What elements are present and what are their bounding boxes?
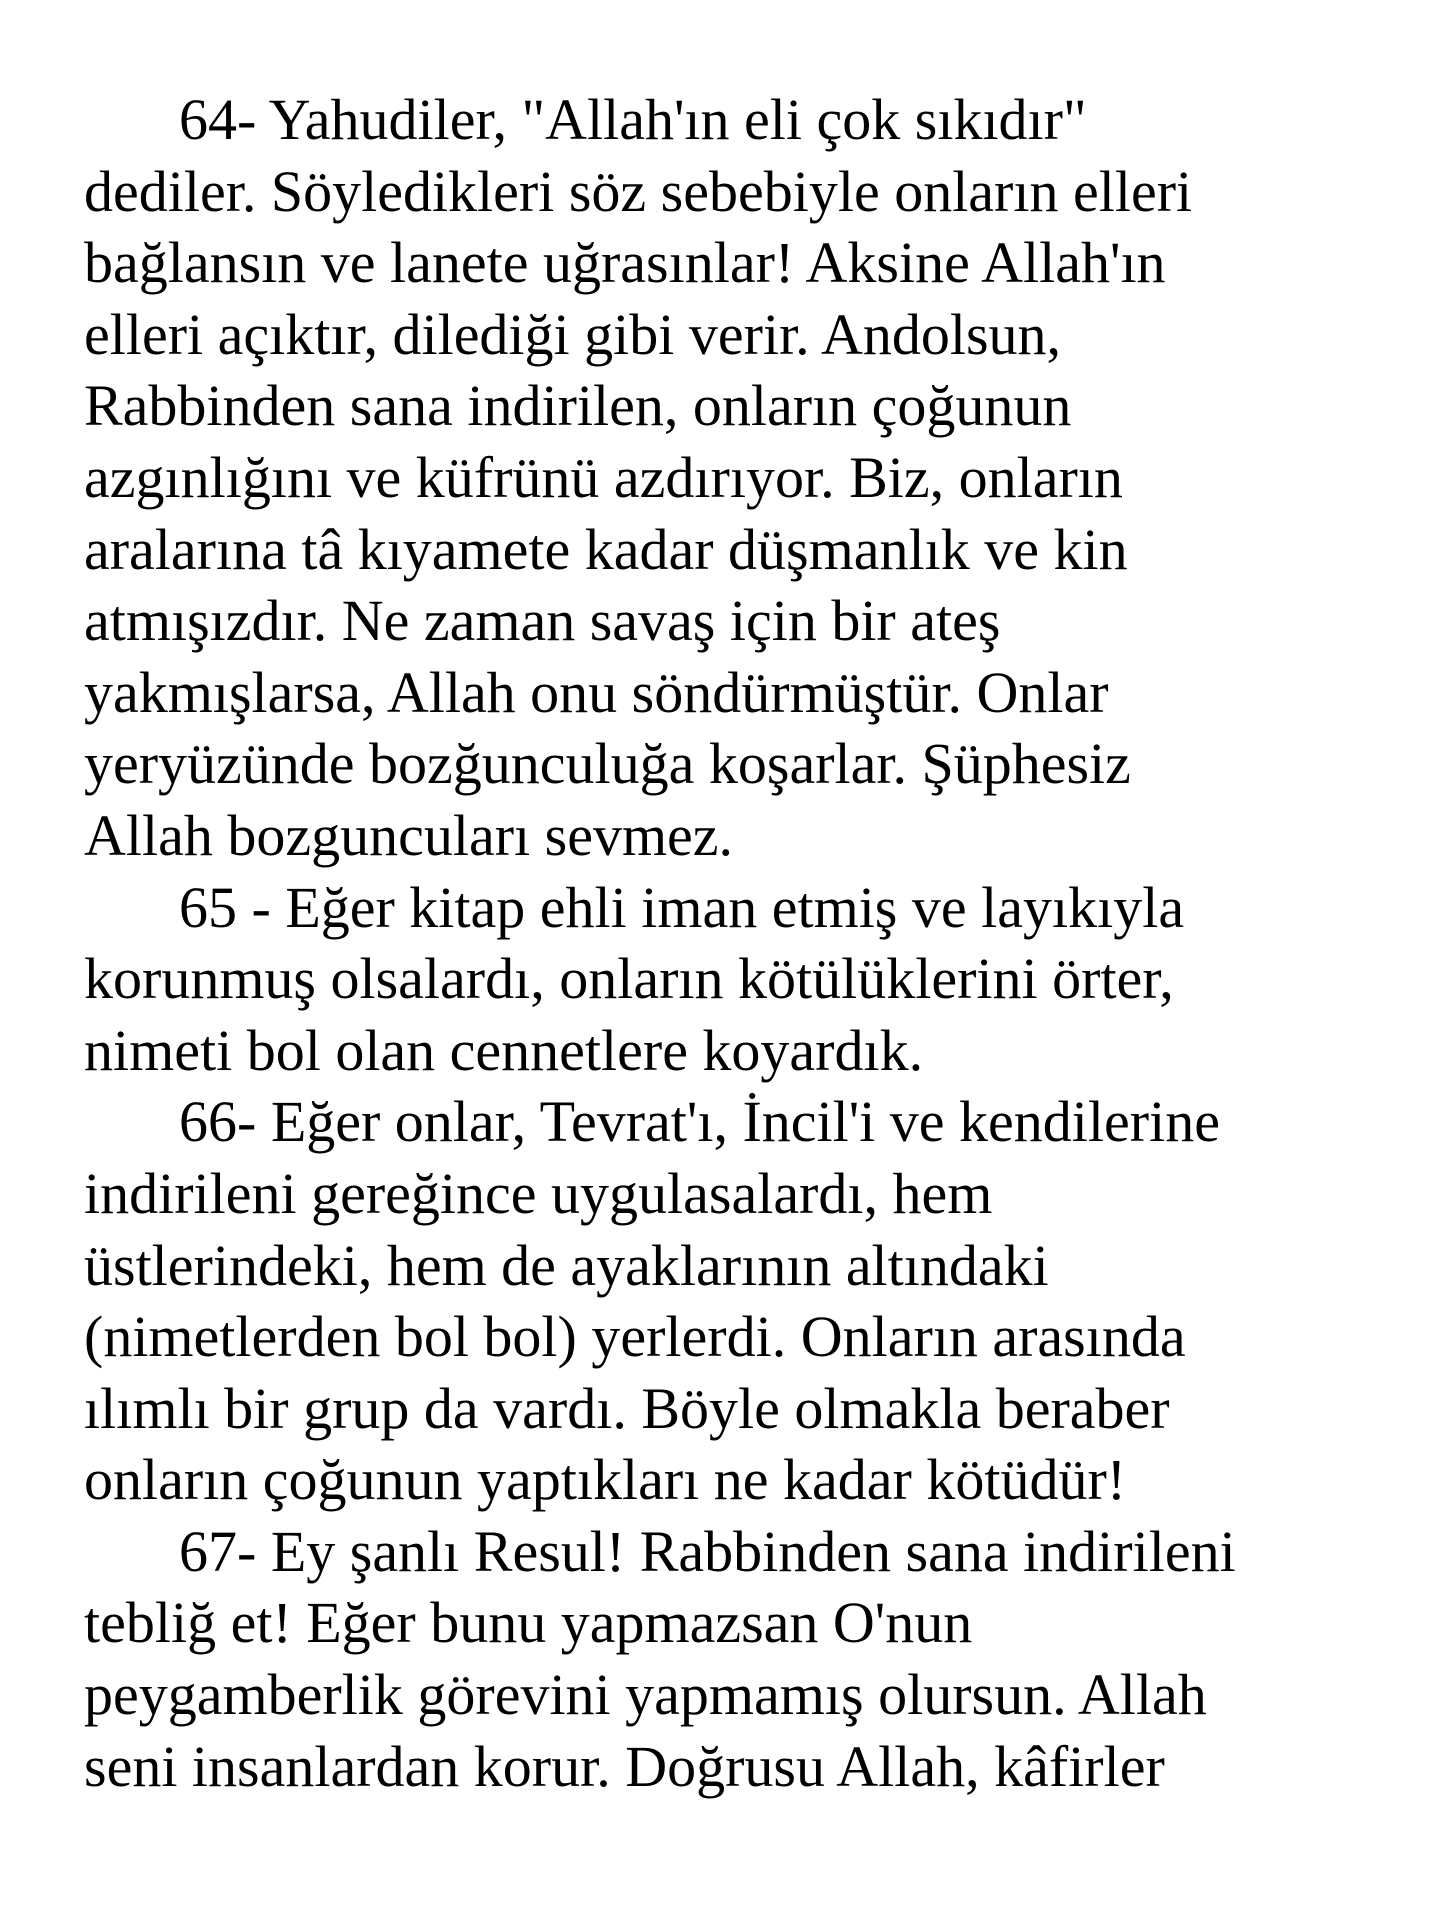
verse-67-line-2: tebliğ et! Eğer bunu yapmazsan O'nun [84, 1590, 973, 1656]
verse-65-line-3: nimeti bol olan cennetlere koyardık. [84, 1017, 924, 1083]
verse-66-line-3: üstlerindeki, hem de ayaklarının altındaki [84, 1232, 1049, 1298]
verse-65-line-2: korunmuş olsalardı, onların kötülüklerini örter, [84, 946, 1174, 1012]
verse-64-line-11: Allah bozguncuları sevmez. [84, 802, 734, 868]
verse-64-line-2: dediler. Söyledikleri söz sebebiyle onların elleri [84, 158, 1193, 224]
verse-64-line-4: elleri açıktır, dilediği gibi verir. Andolsun, [84, 301, 1062, 367]
document-text [84, 84, 1384, 1802]
verse-66-line-4: (nimetlerden bol bol) yerlerdi. Onların arasında [84, 1304, 1186, 1370]
verse-64-line-8: atmışızdır. Ne zaman savaş için bir ateş [84, 588, 1001, 654]
verse-67-line-1: 67- Ey şanlı Resul! Rabbinden sana indirileni [179, 1518, 1236, 1584]
verse-66-line-5: ılımlı bir grup da vardı. Böyle olmakla beraber [84, 1375, 1170, 1441]
verse-64-line-10: yeryüzünde bozğunculuğa koşarlar. Şüphesiz [84, 731, 1131, 797]
verse-65-line-1: 65 - Eğer kitap ehli iman etmiş ve layıkıyla [179, 874, 1185, 940]
verse-67-line-4: seni insanlardan korur. Doğrusu Allah, kâfirler [84, 1733, 1165, 1799]
verse-64-line-3: bağlansın ve lanete uğrasınlar! Aksine Allah'ın [84, 230, 1166, 296]
verse-64-line-5: Rabbinden sana indirilen, onların çoğunun [84, 373, 1072, 439]
verse-67-line-3: peygamberlik görevini yapmamış olursun. Allah [84, 1662, 1207, 1728]
verse-64-line-6: azgınlığını ve küfrünü azdırıyor. Biz, onların [84, 444, 1123, 510]
verse-66-line-2: indirileni gereğince uygulasalardı, hem [84, 1160, 993, 1226]
verse-64-line-7: aralarına tâ kıyamete kadar düşmanlık ve kin [84, 516, 1128, 582]
verse-66-line-1: 66- Eğer onlar, Tevrat'ı, İncil'i ve kendilerine [179, 1089, 1220, 1155]
verse-64-line-1: 64- Yahudiler, "Allah'ın eli çok sıkıdır" [179, 87, 1087, 152]
verse-66-line-6: onların çoğunun yaptıkları ne kadar kötüdür! [84, 1447, 1127, 1513]
verse-64-line-9: yakmışlarsa, Allah onu söndürmüştür. Onlar [84, 659, 1109, 725]
